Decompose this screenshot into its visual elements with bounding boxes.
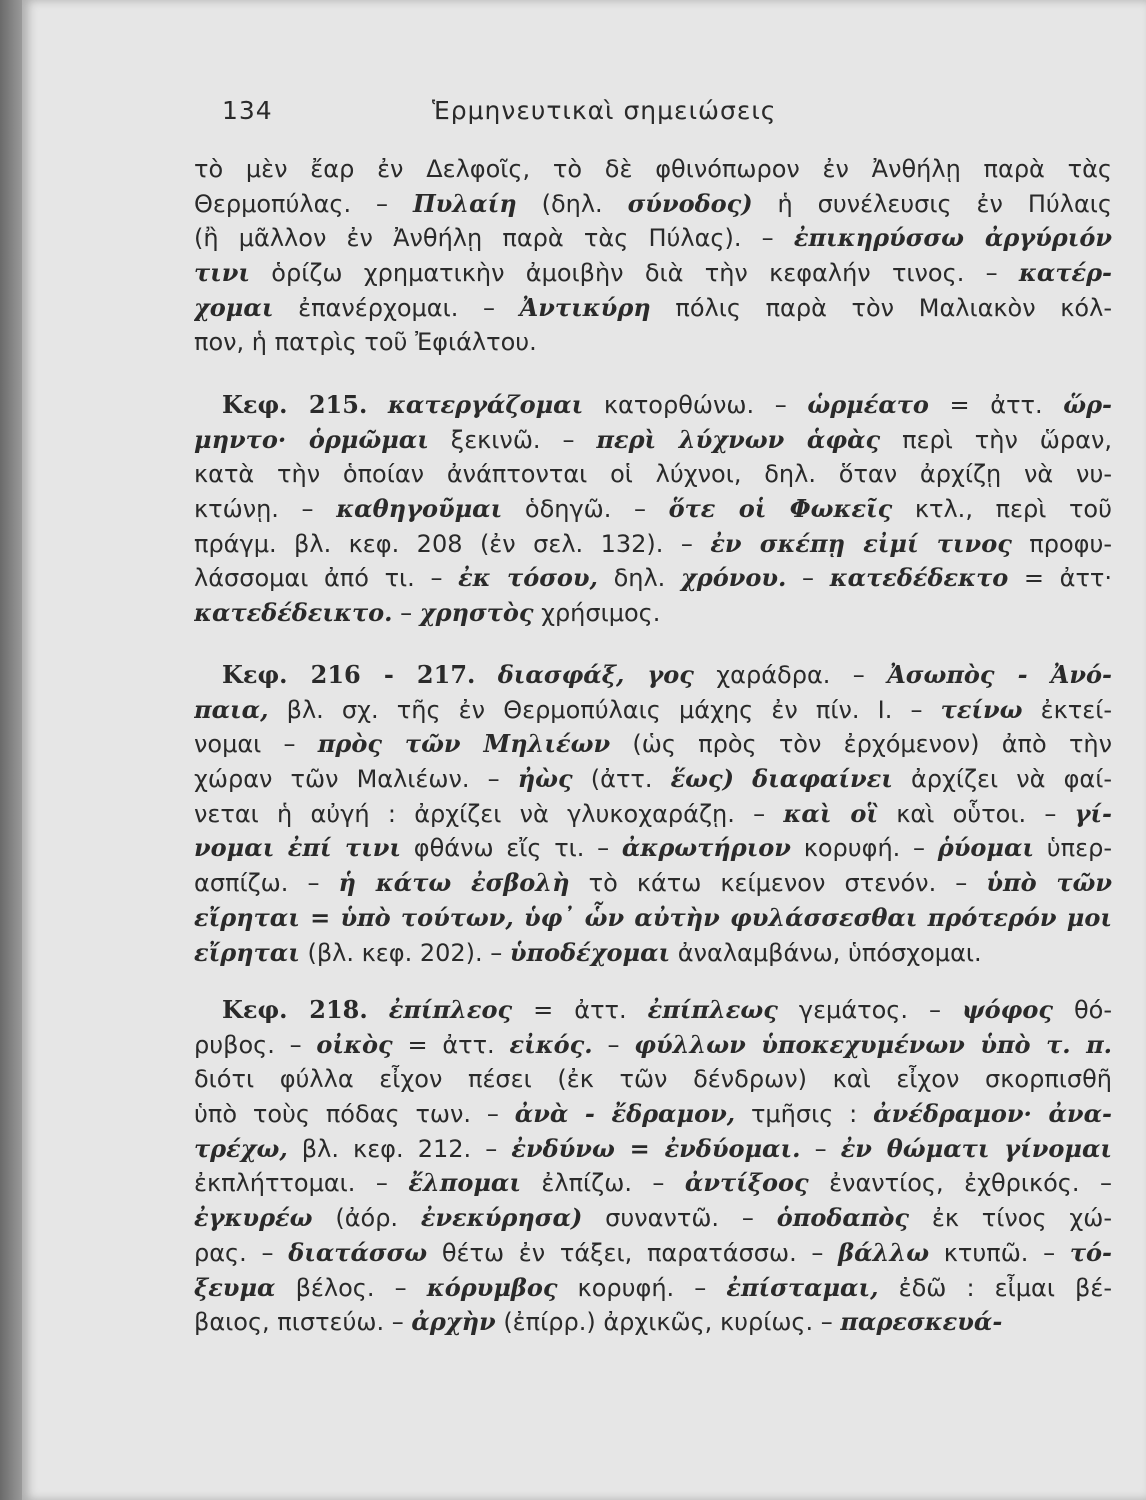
text-run: ἐλπίζω. – xyxy=(520,1169,685,1198)
headword: καθηγοῦμαι xyxy=(336,494,503,524)
text-run: κτυπῶ. – xyxy=(929,1238,1070,1267)
headword: σύνοδος) xyxy=(627,188,753,218)
headword: περὶ λύχνων ἁφὰς xyxy=(596,424,881,454)
text-run: (ὡς πρὸς τὸν ἐρχόμενον) ἀπὸ τὴν xyxy=(610,730,1112,759)
headword: τινι xyxy=(194,258,251,288)
text-run: – xyxy=(392,599,420,628)
headword: διασφάξ, γος xyxy=(497,660,694,689)
text-run: βλ. σχ. τῆς ἐν Θερμοπύλαις μάχης ἐν πίν. Ι. – xyxy=(268,695,941,724)
text-run: ἐκ τίνος χώ- xyxy=(909,1204,1112,1233)
headword: κόρυμβος xyxy=(426,1272,558,1302)
text-run: κτλ., περὶ τοῦ xyxy=(892,495,1112,524)
text-run xyxy=(734,765,752,793)
text-line xyxy=(194,561,1112,596)
headword: εἴρηται = ὑπὸ τούτων, ὑφ᾽ ὧν αὐτὴν φυλάσσεσθαι πρότερόν μοι xyxy=(194,902,1112,932)
headword: διαφαίνει xyxy=(752,764,893,794)
text-line xyxy=(194,866,1112,901)
headword: ὡρμέατο xyxy=(807,390,929,419)
text-run: πον, ἡ πατρὶς τοῦ Ἐφιάλτου. xyxy=(194,328,537,357)
text-run: κατορθώνω. – xyxy=(583,391,808,419)
text-line xyxy=(194,658,1112,693)
chapter-heading: Κεφ. 215. xyxy=(222,390,368,419)
text-run: ἀναλαμβάνω, ὑπόσχομαι. xyxy=(670,938,982,967)
headword: γί- xyxy=(1074,798,1112,828)
text-run: λάσσομαι ἀπό τι. – xyxy=(194,564,459,593)
text-run: τὸ μὲν ἔαρ ἐν Δελφοῖς, τὸ δὲ φθινόπωρον ἐν Ἀνθήλῃ παρὰ τὰς xyxy=(194,155,1112,183)
text-line xyxy=(194,457,1112,492)
headword: ἠὼς xyxy=(517,764,573,794)
headword: ξευμα xyxy=(194,1272,276,1302)
text-run: ὁρίζω χρηματικὴν ἀμοιβὴν διὰ τὴν κεφαλήν τινος. – xyxy=(250,259,1019,288)
text-line xyxy=(194,1132,1112,1167)
headword: ἐπίσταμαι, xyxy=(726,1272,879,1302)
text-line xyxy=(194,993,1112,1028)
text-line xyxy=(194,527,1112,562)
text-run: ὑπὸ τοὺς πόδας των. – xyxy=(194,1100,515,1129)
text-run: γεμάτος. – xyxy=(777,996,963,1024)
text-run: ασπίζω. – xyxy=(194,869,339,898)
running-title: Ἑρμηνευτικαὶ σημειώσεις xyxy=(432,96,777,125)
text-run: τὸ κάτω κείμενον στενόν. – xyxy=(569,869,987,898)
text-run: = ἀττ. xyxy=(928,391,1064,419)
headword: παρεσκευά- xyxy=(840,1307,1003,1337)
text-line xyxy=(194,221,1112,256)
headword: ἐπικηρύσσω ἀργύριόν xyxy=(793,223,1112,253)
text-line xyxy=(194,152,1112,187)
headword: φύλλων ὑποκεχυμένων ὑπὸ τ. π. xyxy=(634,1029,1112,1059)
paragraph-chapter-216-217 xyxy=(194,658,1112,970)
headword: Ἀσωπὸς - Ἀνό- xyxy=(887,660,1112,689)
headword: ὑπὸ τῶν xyxy=(986,868,1112,898)
text-run: ἐδῶ : εἶμαι βέ- xyxy=(878,1273,1112,1302)
paragraph-intro-notes xyxy=(194,152,1112,360)
text-run: ἐκτεί- xyxy=(1022,695,1112,724)
text-run: δηλ. xyxy=(597,564,681,593)
headword: τείνω xyxy=(940,694,1023,724)
text-run: – xyxy=(786,564,830,593)
text-run: βαιος, πιστεύω. – xyxy=(194,1308,412,1337)
text-line xyxy=(194,1236,1112,1271)
text-run: (ἐπίρρ.) ἀρχικῶς, κυρίως. – xyxy=(495,1308,841,1337)
text-run: ἀρχίζει νὰ φαί- xyxy=(892,765,1112,794)
headword: τό- xyxy=(1069,1237,1112,1267)
headword: ἐνδύνω = ἐνδύομαι. xyxy=(511,1133,801,1163)
headword: παια, xyxy=(194,694,269,724)
running-header xyxy=(22,96,1146,136)
text-line xyxy=(194,936,1112,971)
text-line xyxy=(194,1062,1112,1097)
text-run: (δηλ. xyxy=(516,189,628,218)
text-run xyxy=(368,996,389,1024)
text-run: = ἀττ. xyxy=(512,996,648,1024)
text-run: ἐναντίος, ἐχθρικός. – xyxy=(808,1169,1112,1198)
text-run: ἐπανέρχομαι. – xyxy=(273,293,520,322)
headword: ἀρχὴν xyxy=(411,1307,496,1337)
headword: καὶ οἳ xyxy=(783,798,879,828)
text-run: (βλ. κεφ. 202). – xyxy=(299,938,510,967)
text-run: κορυφή. – xyxy=(557,1273,727,1302)
text-line xyxy=(194,256,1112,291)
text-line xyxy=(194,388,1112,423)
text-run: πόλις παρὰ τὸν Μαλιακὸν κόλ- xyxy=(650,293,1112,322)
text-run: (ἀόρ. xyxy=(312,1204,421,1233)
headword: ὑποδέχομαι xyxy=(509,937,671,967)
text-line xyxy=(194,762,1112,797)
text-line xyxy=(194,797,1112,832)
headword: ἐπίπλεως xyxy=(647,995,778,1024)
headword: ὅτε οἱ Φωκεῖς xyxy=(668,494,893,524)
headword: εἴρηται xyxy=(194,937,300,967)
headword: ἐκ τόσου, xyxy=(458,563,598,593)
text-line xyxy=(194,727,1112,762)
book-page xyxy=(22,0,1146,1500)
headword: ὁποδαπὸς xyxy=(776,1203,909,1233)
text-line xyxy=(194,1097,1112,1132)
page-number: 134 xyxy=(222,96,273,125)
text-line xyxy=(194,831,1112,866)
headword: ἔλπομαι xyxy=(408,1168,521,1198)
headword: βάλλω xyxy=(838,1237,930,1267)
headword: κατέρ- xyxy=(1018,258,1112,288)
headword: χρόνου. xyxy=(680,563,787,593)
headword: νομαι ἐπί τινι xyxy=(194,833,402,863)
headword: Πυλαίη xyxy=(412,188,517,218)
headword: ἀντίξοος xyxy=(684,1168,809,1198)
text-line xyxy=(194,187,1112,222)
text-run: ξεκινῶ. – xyxy=(428,425,597,454)
text-run: νεται ἡ αὐγή : ἀρχίζει νὰ γλυκοχαράζῃ. – xyxy=(194,799,784,828)
headword: χομαι xyxy=(194,292,274,322)
headword: ἐνεκύρησα) xyxy=(420,1203,583,1233)
text-line xyxy=(194,596,1112,631)
text-run: προφυ- xyxy=(1011,529,1112,558)
text-line xyxy=(194,423,1112,458)
text-line xyxy=(194,291,1112,326)
text-line xyxy=(194,1166,1112,1201)
text-run: θέτω ἐν τάξει, παρατάσσω. – xyxy=(427,1238,839,1267)
headword: χρηστὸς xyxy=(419,598,534,628)
paragraph-chapter-215 xyxy=(194,388,1112,631)
headword: τρέχω, xyxy=(194,1133,288,1163)
headword: ἕως) xyxy=(670,764,734,794)
headword: ὥρ- xyxy=(1063,390,1112,419)
chapter-heading: Κεφ. 216 - 217. xyxy=(222,660,476,689)
text-run: Θερμοπύλας. – xyxy=(194,189,413,218)
text-line xyxy=(194,901,1112,936)
headword: ἐπίπλεος xyxy=(388,995,513,1024)
text-run: κτώνῃ. – xyxy=(194,495,337,524)
headword: μηντο· ὁρμῶμαι xyxy=(194,424,429,454)
headword: ἀκρωτήριον xyxy=(621,833,791,863)
text-run: = ἀττ· xyxy=(1008,564,1112,593)
text-line xyxy=(194,1305,1112,1340)
headword: Ἀντικύρη xyxy=(519,292,651,322)
headword: ψόφος xyxy=(962,995,1053,1024)
text-run: θό- xyxy=(1052,996,1112,1024)
text-run: ὁδηγῶ. – xyxy=(502,495,669,524)
headword: διατάσσω xyxy=(288,1237,428,1267)
text-run: ἐκπλήττομαι. – xyxy=(194,1169,409,1198)
text-run: νομαι – xyxy=(194,730,318,759)
chapter-heading: Κεφ. 218. xyxy=(222,995,368,1024)
text-run: βλ. κεφ. 212. – xyxy=(287,1134,512,1163)
text-run: ρας. – xyxy=(194,1238,289,1267)
text-run: – xyxy=(800,1134,841,1163)
text-run: κατὰ τὴν ὁποίαν ἀνάπτονται οἱ λύχνοι, δηλ. ὅταν ἀρχίζῃ νὰ νυ- xyxy=(194,460,1112,489)
headword: κατεδέδεκτο xyxy=(829,563,1009,593)
text-line xyxy=(194,693,1112,728)
text-run: χρήσιμος. xyxy=(533,599,661,628)
headword: κατεδέδεικτο. xyxy=(194,598,393,628)
headword: ἡ κάτω ἐσβολὴ xyxy=(338,868,570,898)
headword: ἀνέδραμον· ἀνα- xyxy=(873,1099,1112,1129)
text-line xyxy=(194,325,1112,360)
text-run: περὶ τὴν ὥραν, xyxy=(880,425,1112,454)
headword: εἰκός. xyxy=(509,1029,593,1059)
text-run: ἡ συνέλευσις ἐν Πύλαις xyxy=(752,189,1112,218)
text-line xyxy=(194,1028,1112,1063)
text-run: βέλος. – xyxy=(275,1273,427,1302)
text-run: κορυφή. – xyxy=(790,834,938,863)
text-run: φθάνω εἴς τι. – xyxy=(401,834,622,863)
text-run: ρυβος. – xyxy=(194,1030,317,1059)
text-run: χώραν τῶν Μαλιέων. – xyxy=(194,765,518,794)
text-run: = ἀττ. xyxy=(392,1030,510,1059)
headword: ἐγκυρέω xyxy=(194,1203,313,1233)
text-run: πράγμ. βλ. κεφ. 208 (ἐν σελ. 132). – xyxy=(194,529,711,558)
text-run xyxy=(367,391,388,419)
headword: ῥύομαι xyxy=(937,833,1035,863)
text-line xyxy=(194,1271,1112,1306)
text-run: συναντῶ. – xyxy=(582,1204,777,1233)
text-run: διότι φύλλα εἶχον πέσει (ἐκ τῶν δένδρων) καὶ εἶχον σκορπισθῆ xyxy=(194,1065,1112,1094)
text-run: καὶ οὗτοι. – xyxy=(878,799,1075,828)
headword: ἀνὰ - ἔδραμον, xyxy=(514,1099,736,1129)
headword: κατεργάζομαι xyxy=(387,390,584,419)
text-run: χαράδρα. – xyxy=(693,661,888,689)
headword: ἐν θώματι γίνομαι xyxy=(840,1133,1112,1163)
headword: ἐν σκέπῃ εἰμί τινος xyxy=(710,528,1012,558)
text-run: ὑπερ- xyxy=(1034,834,1112,863)
text-line xyxy=(194,1201,1112,1236)
text-run: (ἀττ. xyxy=(572,765,671,794)
text-line xyxy=(194,492,1112,527)
text-run: τμῆσις : xyxy=(735,1100,874,1129)
paragraph-chapter-218 xyxy=(194,993,1112,1340)
book-spine-edge xyxy=(0,0,22,1500)
headword: πρὸς τῶν Μηλιέων xyxy=(317,729,611,759)
headword: οἰκὸς xyxy=(316,1029,393,1059)
text-run: – xyxy=(592,1030,635,1059)
text-run xyxy=(475,661,497,689)
text-run: (ἢ μᾶλλον ἐν Ἀνθήλῃ παρὰ τὰς Πύλας). – xyxy=(194,224,794,253)
